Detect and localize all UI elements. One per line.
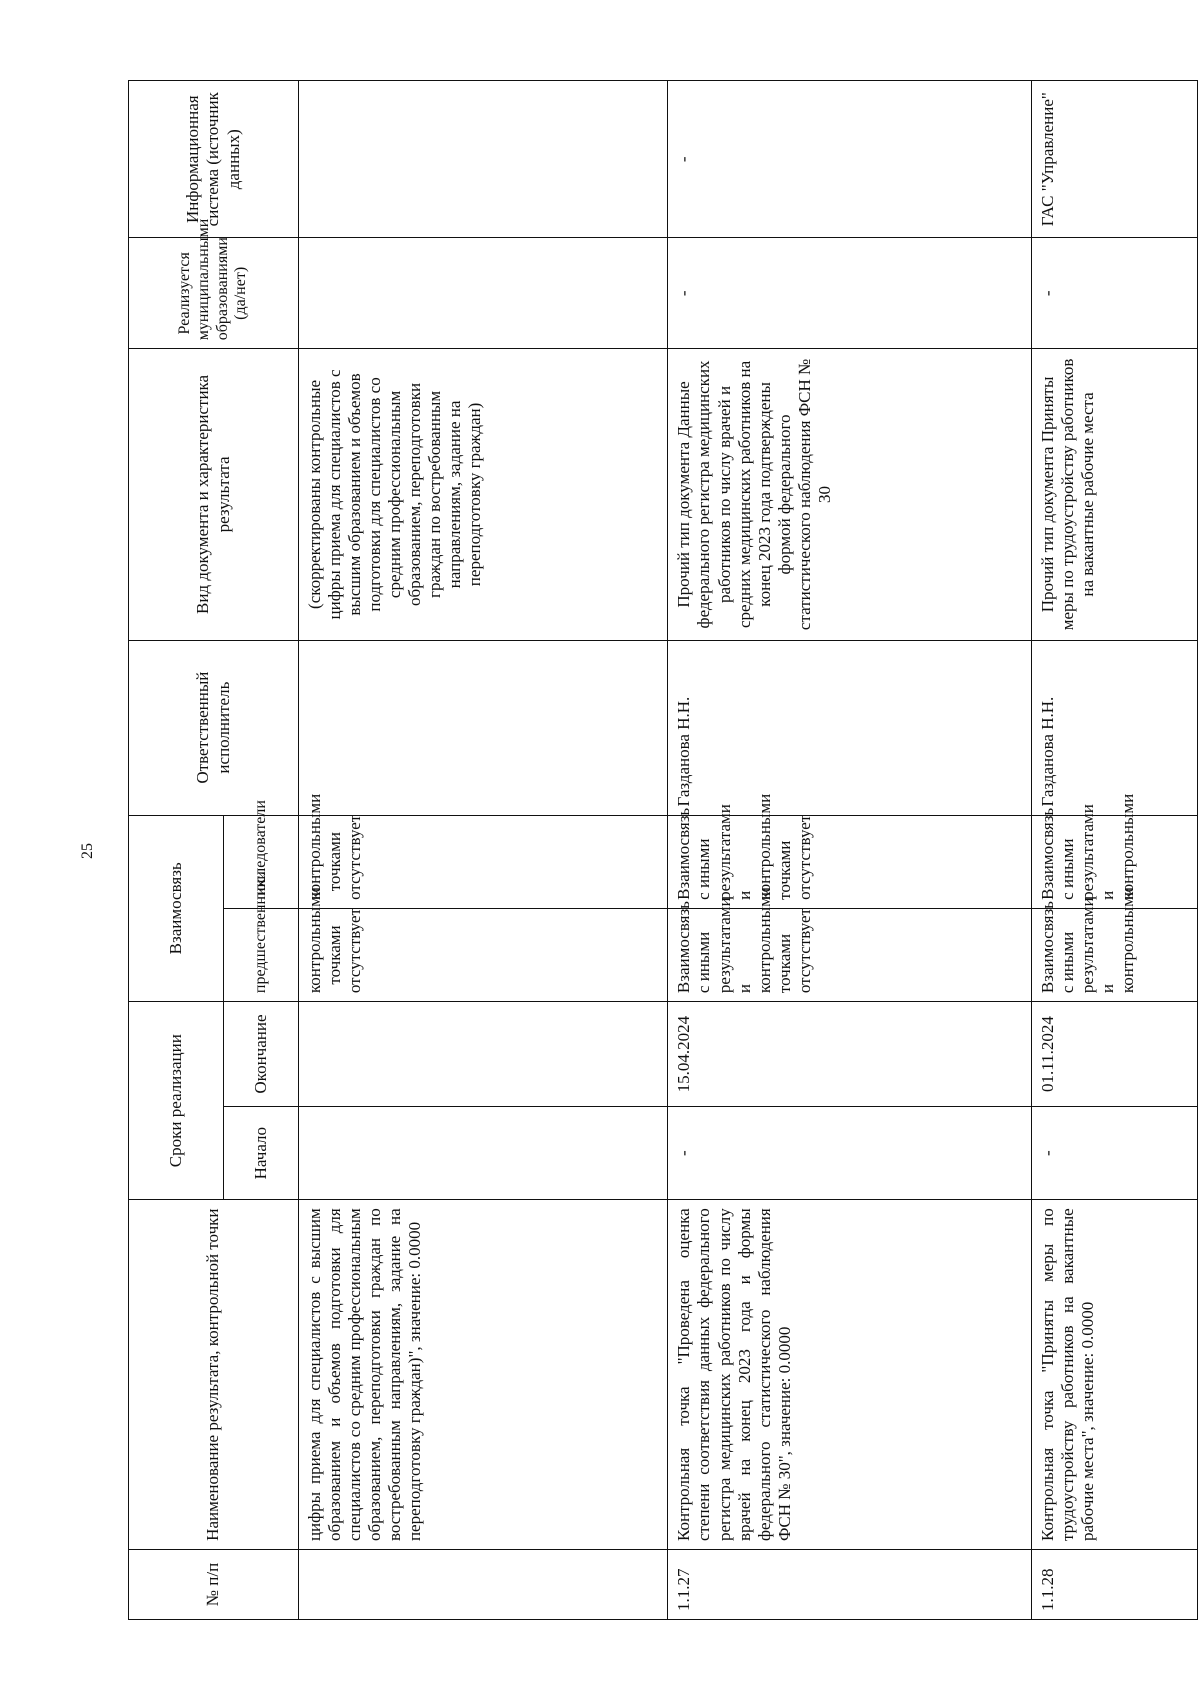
cell-start: - [1031,1107,1197,1200]
cell-end [299,1002,668,1107]
results-table [128,80,1198,1620]
cell-num: 1.1.27 [668,1550,1031,1620]
cell-pred: контрольными точками отсутствует [299,908,668,1001]
cell-start: - [668,1107,1031,1200]
cell-owner: Газданова Н.Н. [668,640,1031,815]
rotated-table-container [128,80,1198,1620]
header-start: Начало [224,1107,299,1200]
header-pred: предшественники [224,908,299,1001]
cell-start [299,1107,668,1200]
header-doc: Вид документа и характеристика результата [129,349,299,640]
table-row [1031,81,1197,1620]
cell-owner: Газданова Н.Н. [1031,640,1197,815]
cell-system: ГАС "Управление" [1031,81,1197,238]
cell-owner [299,640,668,815]
cell-num: 1.1.28 [1031,1550,1197,1620]
table-row [668,81,1031,1620]
cell-end: 01.11.2024 [1031,1002,1197,1107]
cell-municipal [299,238,668,349]
header-system: Информационная система (источник данных) [129,81,299,238]
cell-pred: Взаимосвязь с иными результатами и контрольными точками отсутствует [668,908,1031,1001]
cell-succ: Взаимосвязь с иными результатами и контрольными точками отсутствует [668,815,1031,908]
cell-doc: Прочий тип документа Приняты меры по трудоустройству работников на вакантные рабочие места [1031,349,1197,640]
cell-doc: Прочий тип документа Данные федерального регистра медицинских работников по числу врачей и средних медицинских работников на конец 2023 года подтверждены формой федерального статистического наблюдения ФСН № 30 [668,349,1031,640]
header-owner: Ответственный исполнитель [129,640,299,815]
header-end: Окончание [224,1002,299,1107]
cell-name: Контрольная точка "Проведена оценка степени соответствия данных федерального регистра медицинских работников по числу врачей на конец 2023 года и формы федерального статистического наблюдения ФСН № 30", значение: 0.0000 [668,1200,1031,1550]
cell-end: 15.04.2024 [668,1002,1031,1107]
cell-num [299,1550,668,1620]
cell-system: - [668,81,1031,238]
cell-succ: Взаимосвязь с иными результатами и контрольными [1031,815,1197,908]
header-succ: последователи [224,815,299,908]
header-dates: Сроки реализации [129,1002,224,1200]
header-municipal: Реализуется муниципальными образованиями (да/нет) [129,238,299,349]
cell-pred: Взаимосвязь с иными результатами и контрольными [1031,908,1197,1001]
cell-municipal: - [668,238,1031,349]
cell-succ: контрольными точками отсутствует [299,815,668,908]
header-links: Взаимосвязь [129,815,224,1002]
cell-doc: (скорректированы контрольные цифры приема для специалистов с высшим образованием и объемов подготовки для специалистов со средним профессиональным образованием, переподготовки граждан по востребованным направлениям, задание на переподготовку граждан) [299,349,668,640]
cell-name: цифры приема для специалистов с высшим образованием и объемов подготовки для специалистов со средним профессиональным образованием, переподготовки граждан по востребованным направлениям, задание на переподготовку граждан)", значение: 0.0000 [299,1200,668,1550]
header-num: № п/п [129,1550,299,1620]
header-name: Наименование результата, контрольной точки [129,1200,299,1550]
cell-system [299,81,668,238]
cell-municipal: - [1031,238,1197,349]
cell-name: Контрольная точка "Приняты меры по трудоустройству работников на вакантные рабочие места", значение: 0.0000 [1031,1200,1197,1550]
table-row [299,81,668,1620]
page-number: 25 [79,843,96,859]
